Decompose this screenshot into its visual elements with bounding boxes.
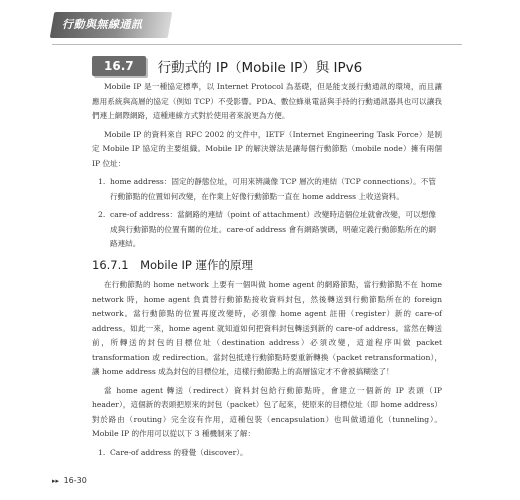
paragraph: 在行動節點的 home network 上要有一個叫做 home agent 的網路節點，當行動節點不在 home network 時，home agent 負責替行動節點接收資料封包，然後轉送到行動節點所在的 foreign network。當行動節點的位置再度改變時，必須像 home agent 註冊（register）新的 care-of address。如此一來，home agent 就知道如何把資料封包轉送到新的 care-of address。當然在轉送前，所轉送的封包的目標位址（destination address）必須改變，這道程序叫做 packet transformation 或 redirection。當封包抵達行動節點時要重新轉換（packet retransformation），讓 home address 成為封包的目標位址，這樣行動節點上的高層協定才不會被搞糊塗了！ [92, 280, 442, 376]
list-item-number: 1. [98, 177, 106, 186]
address-list [92, 175, 442, 252]
page-number: 16-30 [63, 476, 87, 485]
list-item [92, 208, 442, 252]
section-number-badge: 16.7 [92, 56, 146, 76]
paragraph: 當 home agent 轉送（redirect）資料封包給行動節點時，會建立一個新的 IP 表頭（IP header），這個新的表頭把原來的封包（packet）包了起來，使原來的目標位址（即 home address）對於路由（routing）完全沒有作用，這種包裝（encapsulation）也叫做通道化（tunneling）。Mobile IP 的作用可以從以下 3 種機制來了解： [92, 385, 442, 438]
chapter-header [0, 0, 520, 48]
list-item [92, 175, 442, 204]
section-heading [92, 56, 362, 76]
paragraph: Mobile IP 是一種協定標準，以 Internet Protocol 為基礎，但是能支援行動通訊的環境，而且讓應用系統與高層的協定（例如 TCP）不受影響。PDA、數位蜂巢電話與手持的行動通訊器具也可以讓我們連上網際網路，這種連線方式對於使用者來說更為方便。 [92, 82, 442, 120]
list-item-text: home address：固定的靜態位址，可用來辨識像 TCP 層次的連結（TCP connections）。不管行動節點的位置如何改變，在作業上好像行動節點一直在 home address 上收送資料。 [110, 177, 436, 201]
list-item-number: 2. [98, 210, 106, 219]
page-content [92, 80, 442, 464]
header-divider [52, 44, 462, 45]
mechanism-list [92, 446, 442, 461]
list-item-number: 1. [98, 447, 106, 457]
chapter-header-title: 行動與無線通訊 [62, 18, 143, 31]
page-footer [52, 476, 87, 485]
section-title: 行動式的 IP（Mobile IP）與 IPv6 [157, 60, 363, 76]
page-arrow-icon: ▸▸ [52, 477, 60, 485]
subsection-title: 16.7.1 Mobile IP 運作的原理 [92, 257, 253, 272]
list-item-text: care-of address：當網路的連結（point of attachment）改變時這個位址就會改變，可以想像成與行動節點的位置有關的位址。care-of address 會有網路號碼，明確定義行動節點所在的網路連結。 [110, 210, 436, 248]
list-item-text: Care-of address 的發覺（discover）。 [110, 447, 248, 457]
list-item [92, 446, 442, 461]
paragraph: Mobile IP 的資料來自 RFC 2002 的文件中，IETF（Internet Engineering Task Force）是制定 Mobile IP 協定的主要組織。Mobile IP 的解決辦法是讓每個行動節點（mobile node）擁有兩個 IP 位址： [92, 129, 442, 168]
